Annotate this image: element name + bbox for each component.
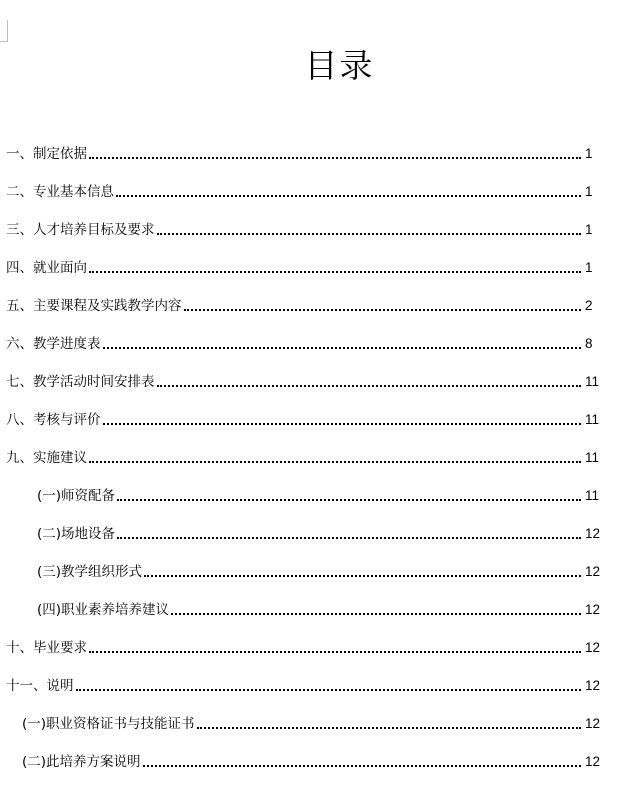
toc-dot-leader (89, 651, 581, 653)
toc-entry[interactable] (0, 171, 621, 209)
toc-entry-label: (四)职业素养培养建议 (37, 602, 170, 618)
toc-entry-label: 五、主要课程及实践教学内容 (6, 298, 182, 314)
toc-entry-page: 12 (585, 526, 601, 541)
toc-dot-leader (171, 613, 581, 615)
toc-entry-label: 三、人才培养目标及要求 (6, 222, 155, 238)
toc-dot-leader (184, 309, 582, 311)
toc-dot-leader (89, 271, 581, 273)
toc-entry[interactable] (0, 627, 621, 665)
toc-subentry[interactable] (0, 551, 621, 589)
toc-entry-label: (二)场地设备 (37, 526, 116, 542)
toc-entry-page: 1 (585, 184, 593, 199)
toc-entry[interactable] (0, 285, 621, 323)
toc-entry-page: 12 (585, 564, 601, 579)
toc-entry-page: 1 (585, 146, 593, 161)
toc-dot-leader (117, 537, 581, 539)
toc-entry-label: (二)此培养方案说明 (22, 754, 141, 770)
toc-entry-label: 六、教学进度表 (6, 336, 101, 352)
toc-entry[interactable] (0, 665, 621, 703)
toc-dot-leader (89, 461, 581, 463)
toc-entry-page: 11 (585, 450, 600, 465)
toc-entry-page: 11 (585, 412, 600, 427)
toc-dot-leader (103, 347, 582, 349)
toc-entry[interactable] (0, 247, 621, 285)
toc-entry-label: 十、毕业要求 (6, 640, 87, 656)
toc-dot-leader (103, 423, 582, 425)
toc-entry-label: 八、考核与评价 (6, 412, 101, 428)
toc-dot-leader (144, 575, 581, 577)
toc-subentry[interactable] (0, 475, 621, 513)
toc-dot-leader (197, 727, 581, 729)
toc-entry-label: (三)教学组织形式 (37, 564, 143, 580)
toc-dot-leader (116, 195, 581, 197)
toc-dot-leader (89, 157, 581, 159)
toc-entry-page: 12 (585, 754, 601, 769)
toc-entry-label: 九、实施建议 (6, 450, 87, 466)
toc-entry-page: 2 (585, 298, 593, 313)
toc-subentry[interactable] (0, 513, 621, 551)
toc-entry-page: 11 (585, 488, 600, 503)
toc-dot-leader (117, 499, 581, 501)
toc-entry[interactable] (0, 399, 621, 437)
toc-entry-page: 1 (585, 260, 593, 275)
toc-entry-page: 8 (585, 336, 593, 351)
toc-entry-label: 一、制定依据 (6, 146, 87, 162)
toc-entry-label: (一)职业资格证书与技能证书 (22, 716, 195, 732)
toc-entry-label: 七、教学活动时间安排表 (6, 374, 155, 390)
toc-entry[interactable] (0, 437, 621, 475)
toc-subentry[interactable] (0, 589, 621, 627)
toc-entry[interactable] (0, 361, 621, 399)
toc-entry-label: 四、就业面向 (6, 260, 87, 276)
toc-entry[interactable] (0, 323, 621, 361)
toc-title: 目录 (304, 46, 375, 85)
toc-dot-leader (157, 233, 582, 235)
toc-entry-page: 1 (585, 222, 593, 237)
toc-dot-leader (143, 765, 581, 767)
toc-entry-page: 12 (585, 640, 601, 655)
toc-entry-page: 12 (585, 716, 601, 731)
toc-entry[interactable] (0, 209, 621, 247)
page-corner-mark (0, 20, 8, 42)
toc-entry-label: 二、专业基本信息 (6, 184, 114, 200)
toc-entry-label: (一)师资配备 (37, 488, 116, 504)
toc-list (0, 133, 621, 779)
toc-entry-label: 十一、说明 (6, 678, 74, 694)
toc-entry-page: 12 (585, 678, 601, 693)
toc-entry[interactable] (0, 133, 621, 171)
toc-dot-leader (76, 689, 582, 691)
toc-entry-page: 11 (585, 374, 600, 389)
toc-subentry[interactable] (0, 741, 621, 779)
toc-subentry[interactable] (0, 703, 621, 741)
toc-dot-leader (157, 385, 582, 387)
toc-entry-page: 12 (585, 602, 601, 617)
